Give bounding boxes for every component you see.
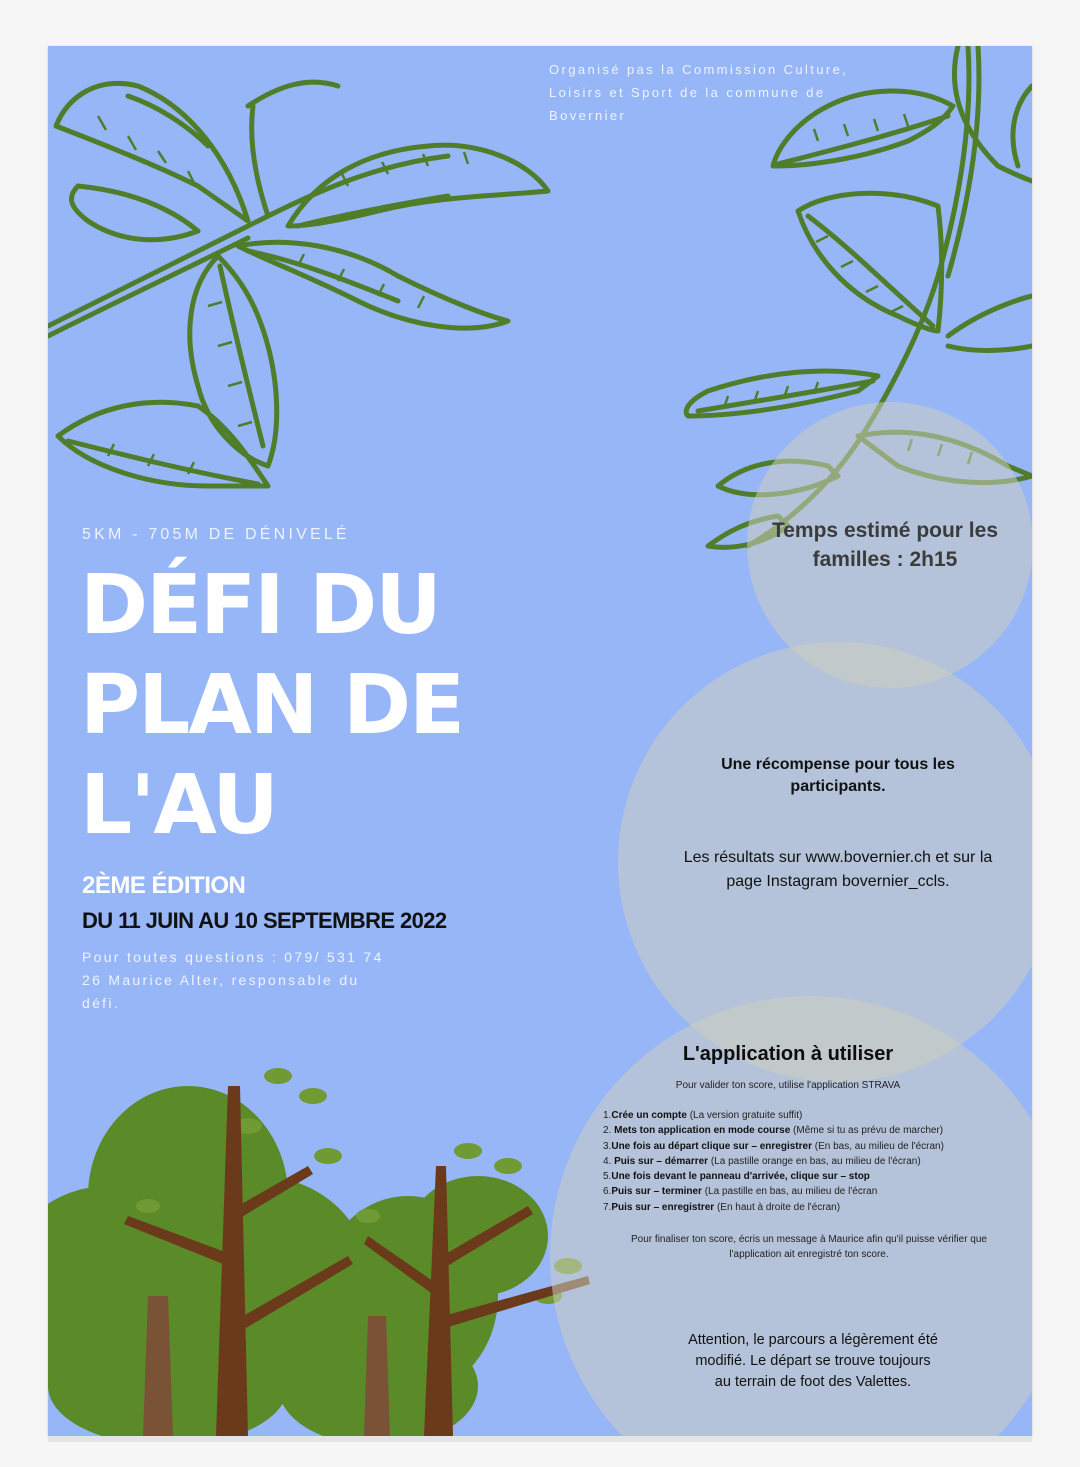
title-line-3: L'AU xyxy=(80,758,277,853)
step-action: Puis sur – terminer xyxy=(611,1186,702,1198)
step-note: (La pastille en bas, au milieu de l'écran xyxy=(704,1186,878,1198)
step-action: Mets ton application en mode course xyxy=(614,1125,791,1137)
leaf-branch-top-left-icon xyxy=(48,46,608,516)
app-step xyxy=(603,1154,1023,1169)
app-steps-list xyxy=(603,1108,1023,1215)
reward-text: Une récompense pour tous les participants. xyxy=(721,756,955,795)
trees-illustration-icon xyxy=(48,1056,608,1436)
step-number: 2. xyxy=(603,1125,615,1137)
step-action: Une fois au départ clique sur – enregistrer xyxy=(611,1140,812,1152)
poster xyxy=(48,46,1032,1436)
app-step xyxy=(603,1169,1023,1184)
attention-notice: Attention, le parcours a légèrement été modifié. Le départ se trouve toujours au terrain de foot des Valettes. xyxy=(688,1332,938,1390)
title-line-1: DÉFI DU xyxy=(80,558,440,653)
step-number: 1. xyxy=(603,1110,612,1121)
page-bottom-edge xyxy=(48,1436,1032,1442)
time-estimate: Temps estimé pour les familles : 2h15 xyxy=(771,519,999,571)
app-step xyxy=(603,1184,1023,1199)
step-action: Crée un compte xyxy=(611,1110,687,1121)
step-number: 5. xyxy=(603,1171,612,1183)
step-note: (La pastille orange en bas, au milieu de l'écran) xyxy=(710,1155,921,1167)
finalize-text: Pour finaliser ton score, écris un message à Maurice afin qu'il puisse vérifier que l'application ait enregistré ton score. xyxy=(631,1234,987,1260)
app-title: L'application à utiliser xyxy=(682,1043,894,1065)
app-subtitle: Pour valider ton score, utilise l'application STRAVA xyxy=(675,1080,901,1091)
step-action: Puis sur – démarrer xyxy=(614,1155,709,1167)
step-number: 3. xyxy=(603,1140,612,1152)
edition-label: 2ÈME ÉDITION xyxy=(82,872,246,899)
step-number: 4. xyxy=(603,1155,615,1167)
step-note: (En haut à droite de l'écran) xyxy=(716,1201,841,1213)
step-note: (La version gratuite suffit) xyxy=(689,1110,803,1121)
app-step xyxy=(603,1108,1023,1123)
title-line-2: PLAN DE xyxy=(80,658,464,753)
results-text: Les résultats sur www.bovernier.ch et sur la page Instagram bovernier_ccls. xyxy=(683,849,993,890)
app-step xyxy=(603,1139,1023,1154)
step-action: Puis sur – enregistrer xyxy=(611,1201,715,1213)
app-step xyxy=(603,1200,1023,1215)
organizer-text: Organisé pas la Commission Culture, Loisirs et Sport de la commune de Bovernier xyxy=(549,62,849,123)
step-number: 7. xyxy=(603,1201,612,1213)
page-title xyxy=(80,556,540,856)
step-note: (Même si tu as prévu de marcher) xyxy=(793,1125,944,1137)
step-note: (En bas, au milieu de l'écran) xyxy=(814,1140,944,1152)
contact-info: Pour toutes questions : 079/ 531 74 26 Maurice Alter, responsable du défi. xyxy=(82,949,384,1011)
step-number: 6. xyxy=(603,1186,612,1198)
app-step xyxy=(603,1123,1023,1138)
event-dates: DU 11 JUIN AU 10 SEPTEMBRE 2022 xyxy=(82,908,447,933)
step-action: Une fois devant le panneau d'arrivée, clique sur – stop xyxy=(611,1171,870,1183)
distance-elevation: 5KM - 705M DE DÉNIVELÉ xyxy=(82,526,350,543)
